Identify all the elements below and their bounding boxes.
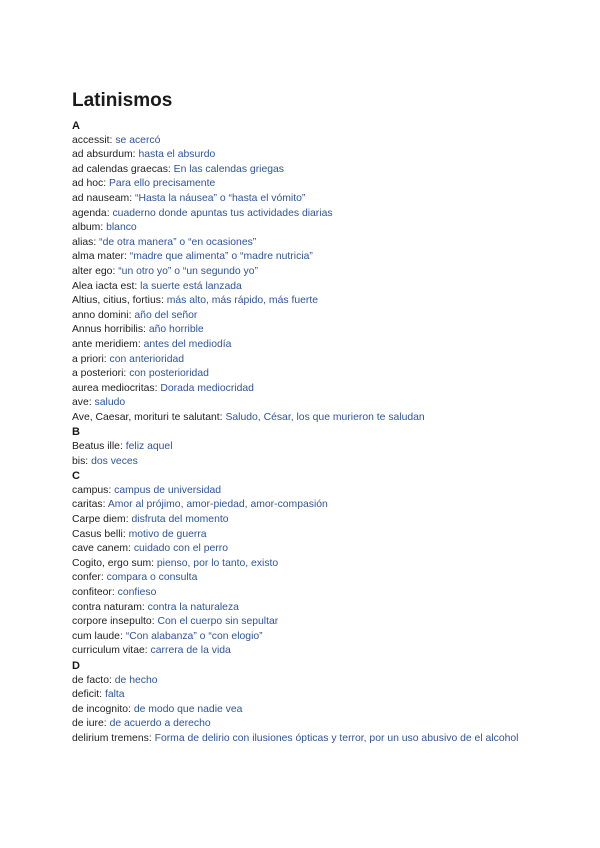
entry-separator: : [144, 645, 151, 657]
entry-separator: : [109, 134, 116, 146]
entry-separator: : [111, 587, 118, 598]
glossary-entry [72, 513, 532, 528]
entry-separator: : [119, 441, 126, 453]
entry-definition: Para ello precisamente [108, 178, 216, 190]
section-letter: C [72, 470, 80, 483]
glossary-entry [72, 148, 532, 163]
entry-separator: : [106, 207, 113, 219]
entry-definition: la suerte está lanzada [140, 280, 242, 292]
entry-term: caritas [72, 499, 103, 511]
glossary-entry [72, 309, 532, 324]
entry-separator: : [122, 528, 129, 540]
entry-separator: : [103, 353, 110, 365]
glossary-entry [72, 367, 532, 382]
entry-separator: : [160, 295, 167, 307]
entry-definition: Forma de delirio con ilusiones ópticas y terror, por un uso abusivo de el alcohol [154, 732, 519, 744]
entry-separator: : [128, 703, 134, 715]
entry-definition: hasta el absurdo [138, 149, 216, 161]
entry-definition: “un otro yo” o “un segundo yo” [118, 265, 258, 277]
page-title: Latinismos [72, 90, 173, 111]
glossary-section-b [72, 425, 532, 469]
glossary-entry [72, 250, 532, 265]
entry-term: contra naturam [72, 601, 142, 613]
glossary-entry [72, 411, 532, 426]
entry-separator: : [100, 222, 107, 234]
entry-term: confiteor [72, 587, 112, 598]
glossary-entry [72, 674, 532, 689]
glossary-entry [72, 484, 532, 499]
entry-separator: : [85, 455, 92, 467]
glossary-entry [72, 630, 532, 645]
entry-separator: : [123, 251, 130, 263]
entry-separator: : [129, 192, 135, 204]
glossary-entry [72, 163, 532, 178]
entry-definition: contra la naturaleza [147, 601, 239, 613]
entry-definition: Amor al prójimo, amor-piedad, amor-compasión [107, 499, 328, 511]
glossary-entry [72, 688, 532, 703]
document-page [72, 90, 532, 747]
entry-term: Annus horribilis [72, 324, 144, 336]
entry-term: agenda [72, 207, 107, 219]
entry-term: corpore insepulto [72, 616, 152, 628]
entry-term: ad nauseam [72, 192, 130, 204]
glossary-entry [72, 280, 532, 295]
entry-term: ad hoc [72, 178, 104, 190]
glossary-entry [72, 192, 532, 207]
entry-separator: : [134, 280, 141, 292]
entry-term: Carpe diem [72, 514, 126, 526]
entry-term: de incognito [72, 703, 129, 715]
section-letter: B [72, 426, 80, 439]
glossary-entry [72, 644, 532, 659]
entry-term: accessit [72, 134, 110, 146]
entry-definition: se acercó [115, 134, 161, 146]
glossary-entry [72, 440, 532, 455]
entry-term: a posteriori [72, 368, 124, 380]
entry-separator: : [108, 674, 115, 686]
entry-definition: dos veces [91, 455, 138, 467]
entry-definition: Dorada mediocridad [160, 382, 254, 394]
entry-separator: : [100, 572, 107, 584]
entry-definition: feliz aquel [125, 441, 173, 453]
glossary-entry [72, 177, 532, 192]
entry-definition: cuidado con el perro [133, 543, 228, 555]
entry-definition: En las calendas griegas [173, 163, 284, 175]
entry-separator: : [128, 543, 134, 555]
entry-term: de facto [72, 674, 109, 686]
glossary-entry [72, 455, 532, 470]
entry-definition: Saludo, César, los que murieron te saludan [225, 411, 425, 423]
section-letter: A [72, 120, 80, 132]
entry-definition: pienso, por lo tanto, existo [156, 557, 279, 569]
glossary-entry [72, 542, 532, 557]
entry-term: Casus belli [72, 528, 123, 540]
entry-term: cave canem [72, 543, 129, 555]
glossary-entry [72, 353, 532, 368]
entry-separator: : [219, 411, 226, 423]
entry-separator: : [123, 368, 130, 380]
entry-separator: : [151, 616, 158, 628]
entry-term: campus [72, 484, 109, 496]
glossary [72, 119, 532, 747]
entry-definition: “de otra manera” o “en ocasiones” [99, 236, 257, 248]
entry-term: Cogito, ergo sum [72, 557, 152, 569]
glossary-section-c [72, 469, 532, 659]
entry-separator: : [93, 236, 100, 248]
glossary-entry [72, 557, 532, 572]
glossary-entry [72, 498, 532, 513]
glossary-entry [72, 528, 532, 543]
entry-definition: año horrible [148, 324, 204, 336]
entry-separator: : [99, 689, 105, 701]
entry-term: confer [72, 572, 101, 584]
entry-term: ad absurdum [72, 149, 133, 161]
entry-definition: antes del mediodía [143, 338, 232, 350]
entry-separator: : [125, 514, 132, 526]
entry-definition: año del señor [134, 309, 198, 321]
entry-definition: cuaderno donde apuntas tus actividades diarias [112, 207, 333, 219]
entry-term: alter ego [72, 265, 113, 277]
entry-separator: : [119, 630, 126, 642]
entry-definition: más alto, más rápido, más fuerte [166, 295, 319, 307]
entry-term: delirium tremens [72, 732, 149, 744]
entry-definition: falta [104, 689, 125, 701]
entry-definition: con posterioridad [129, 368, 209, 380]
glossary-entry [72, 382, 532, 397]
glossary-entry [72, 134, 532, 149]
entry-separator: : [132, 149, 139, 161]
entry-definition: “Con alabanza” o “con elogio” [125, 630, 263, 642]
glossary-entry [72, 236, 532, 251]
glossary-entry [72, 703, 532, 718]
glossary-section-d [72, 659, 532, 747]
entry-term: ave [72, 397, 89, 409]
entry-term: ad calendas graecas [72, 163, 168, 175]
entry-definition: disfruta del momento [131, 514, 229, 526]
entry-separator: : [143, 324, 149, 336]
entry-separator: : [88, 397, 95, 409]
entry-definition: compara o consulta [106, 572, 198, 584]
entry-definition: campus de universidad [114, 484, 222, 496]
entry-separator: : [103, 178, 109, 190]
entry-separator: : [141, 601, 148, 613]
entry-term: anno domini [72, 309, 129, 321]
entry-separator: : [108, 484, 115, 496]
entry-term: Beatus ille [72, 441, 120, 453]
entry-term: a priori [72, 353, 104, 365]
entry-separator: : [112, 265, 119, 277]
entry-term: aurea mediocritas [72, 382, 155, 394]
entry-definition: “madre que alimenta” o “madre nutricia” [129, 251, 313, 263]
glossary-entry [72, 586, 532, 601]
entry-term: alias [72, 236, 94, 248]
glossary-entry [72, 717, 532, 732]
entry-term: Ave, Caesar, morituri te salutant [72, 411, 220, 423]
entry-term: ante meridiem [72, 338, 138, 350]
entry-term: cum laude [72, 630, 120, 642]
entry-term: curriculum vitae [72, 645, 145, 657]
entry-definition: carrera de la vida [150, 645, 231, 657]
entry-definition: motivo de guerra [128, 528, 207, 540]
entry-term: Alea iacta est [72, 280, 135, 292]
glossary-entry [72, 601, 532, 616]
glossary-entry [72, 615, 532, 630]
entry-definition: confieso [117, 587, 157, 598]
entry-separator: : [167, 163, 174, 175]
entry-separator: : [103, 718, 110, 730]
glossary-section-a [72, 119, 532, 425]
glossary-entry [72, 396, 532, 411]
entry-term: alma mater [72, 251, 124, 263]
entry-definition: de hecho [114, 674, 158, 686]
glossary-entry [72, 265, 532, 280]
entry-term: deficit [72, 689, 100, 701]
glossary-entry [72, 207, 532, 222]
entry-separator: : [151, 557, 157, 569]
entry-definition: Con el cuerpo sin sepultar [157, 616, 279, 628]
entry-term: de iure [72, 718, 104, 730]
glossary-entry [72, 294, 532, 309]
entry-term: Altius, citius, fortius [72, 295, 161, 307]
entry-separator: : [137, 338, 144, 350]
entry-definition: con anterioridad [109, 353, 185, 365]
entry-definition: de modo que nadie vea [133, 703, 243, 715]
section-letter: D [72, 659, 80, 672]
glossary-entry [72, 732, 532, 747]
entry-term: album [72, 222, 101, 234]
entry-definition: blanco [106, 222, 137, 234]
entry-separator: : [154, 382, 161, 394]
glossary-entry [72, 571, 532, 586]
entry-term: bis [72, 455, 86, 467]
glossary-entry [72, 221, 532, 236]
entry-definition: saludo [94, 397, 126, 409]
entry-definition: “Hasta la náusea” o “hasta el vómito” [134, 192, 306, 204]
entry-separator: : [148, 732, 155, 744]
glossary-entry [72, 323, 532, 338]
entry-separator: : [128, 309, 135, 321]
glossary-entry [72, 338, 532, 353]
entry-definition: de acuerdo a derecho [109, 718, 211, 730]
entry-separator: : [102, 499, 108, 511]
